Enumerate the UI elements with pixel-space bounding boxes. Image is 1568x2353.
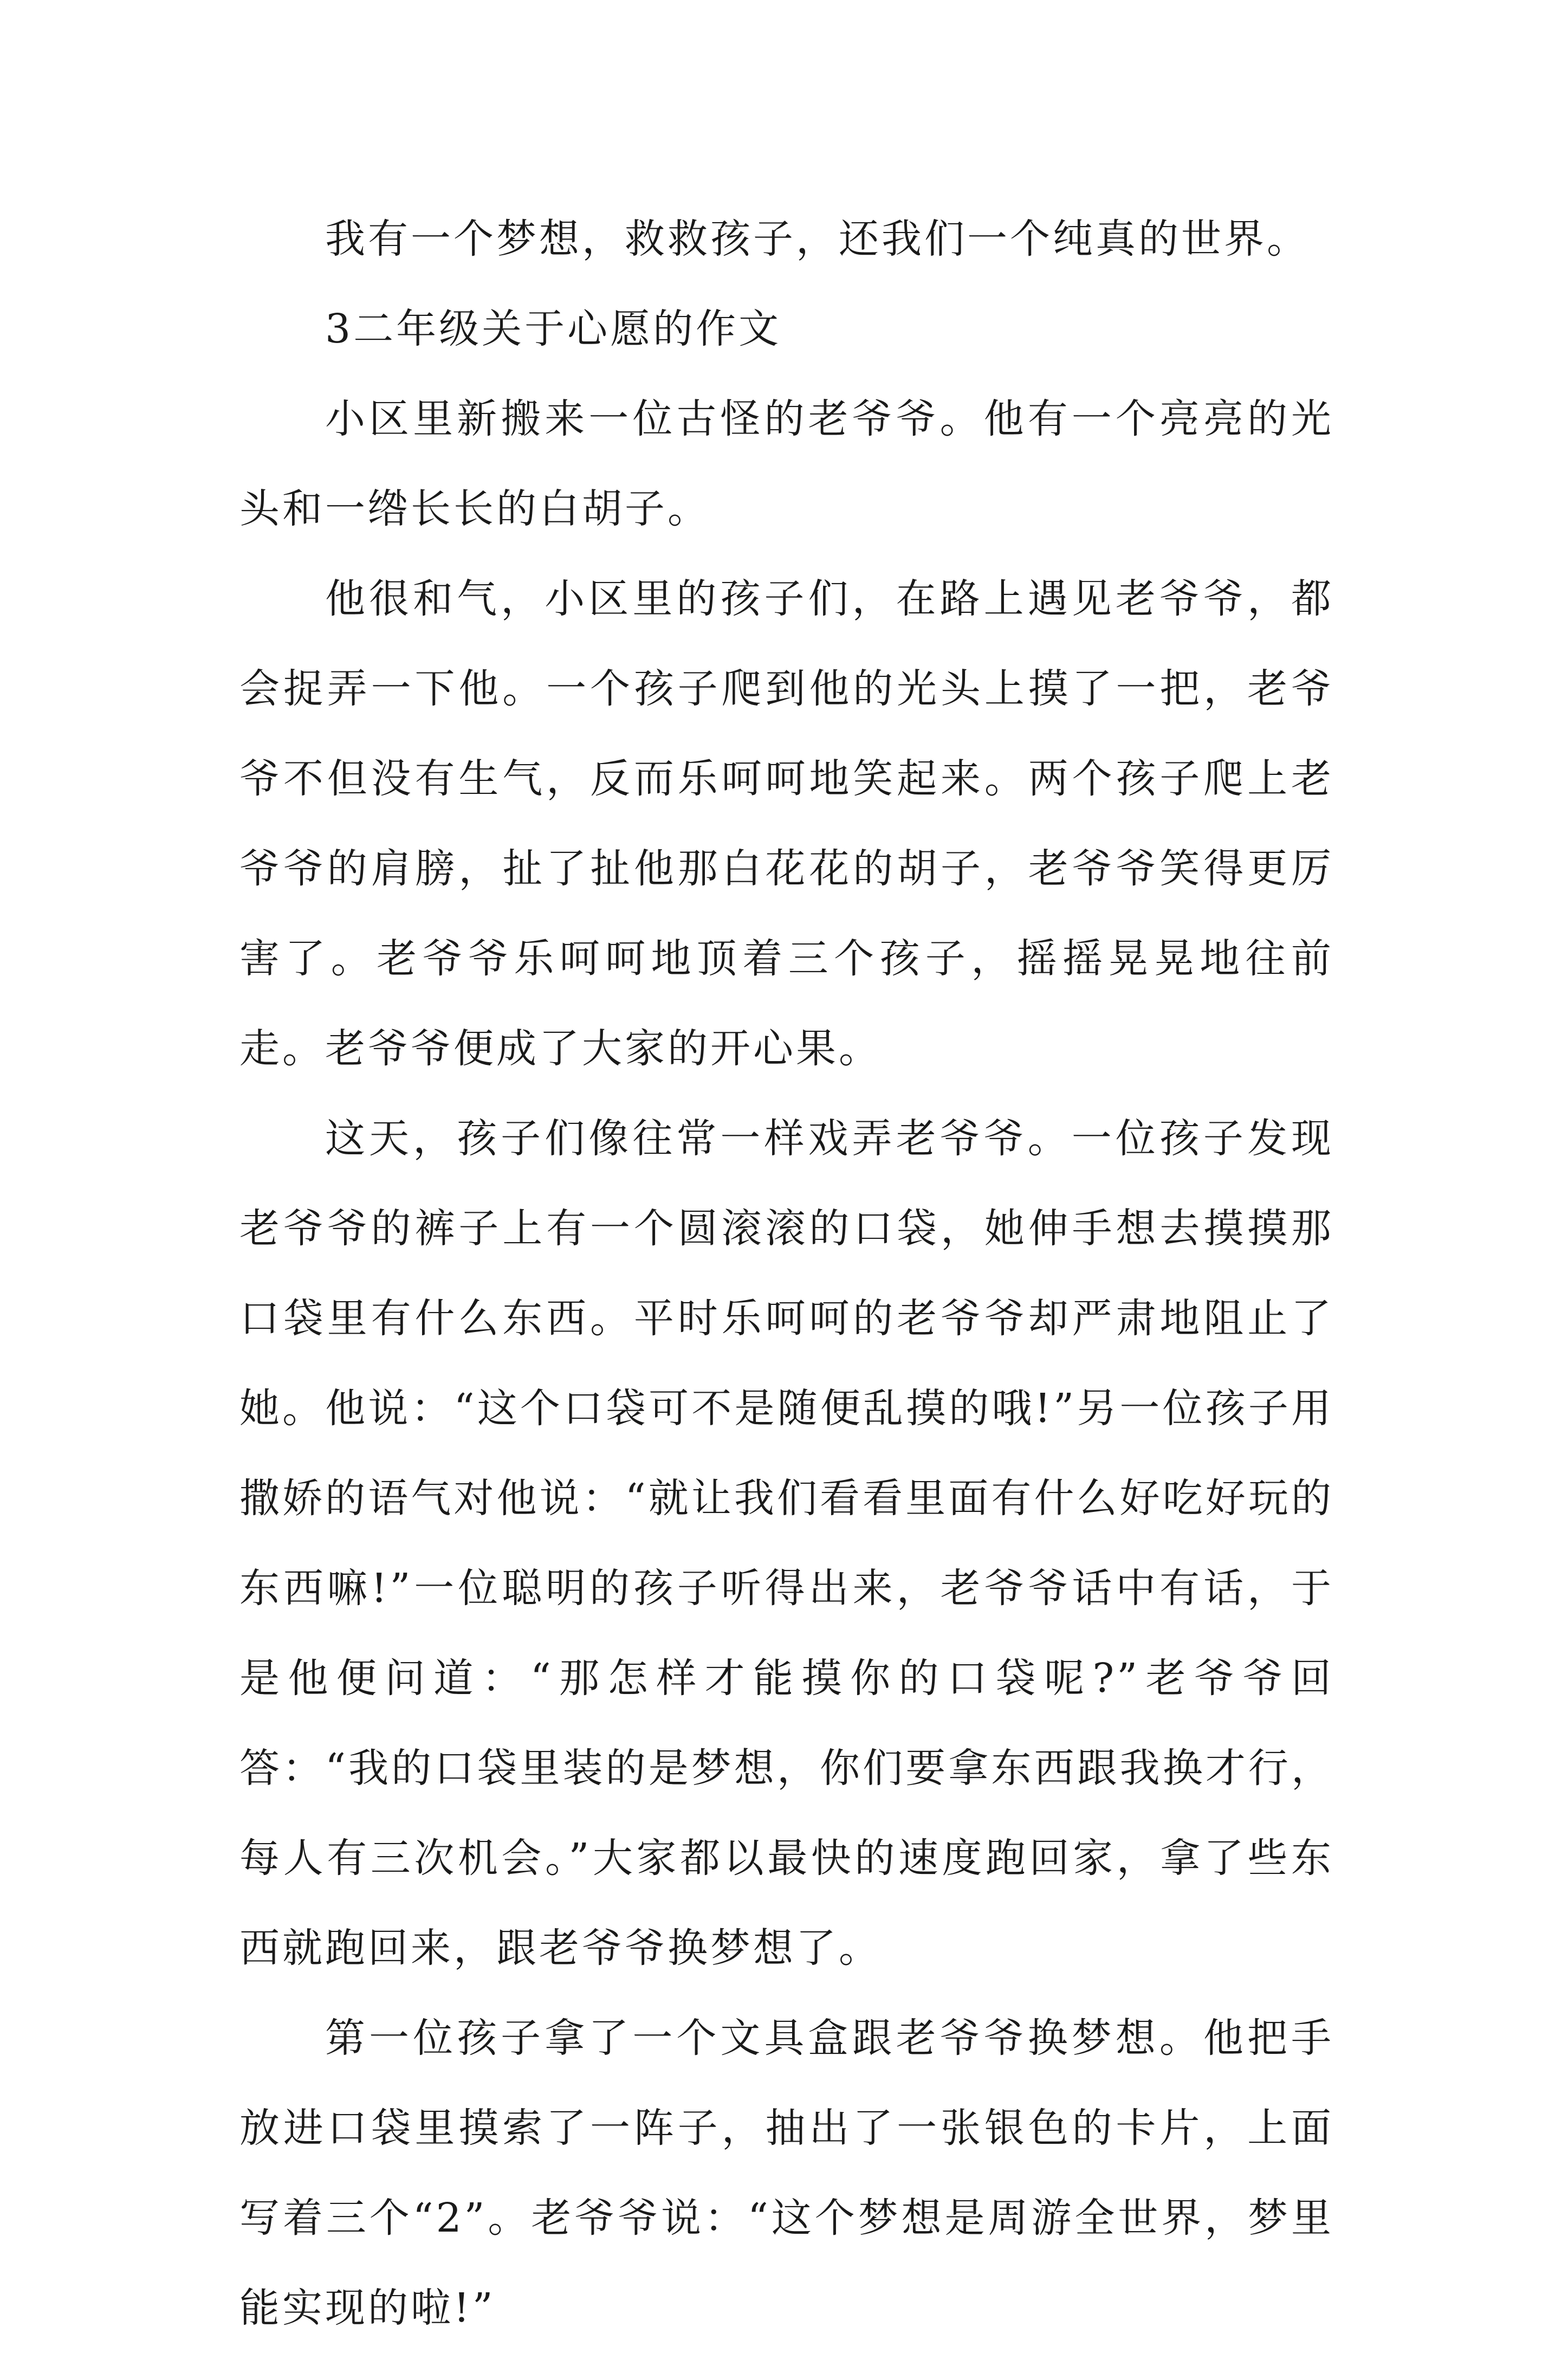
paragraph-first-child: 第一位孩子拿了一个文具盒跟老爷爷换梦想。他把手放进口袋里摸索了一阵子，抽出了一张银色的卡片，上面写着三个“2”。老爷爷说：“这个梦想是周游全世界，梦里能实现的啦!” [239, 2015, 1334, 2331]
paragraph-dream: 我有一个梦想，救救孩子，还我们一个纯真的世界。 [325, 216, 1310, 262]
paragraph-intro: 小区里新搬来一位古怪的老爷爷。他有一个亮亮的光头和一绺长长的白胡子。 [239, 396, 1334, 532]
paragraph-magic-pocket: 这天，孩子们像往常一样戏弄老爷爷。一位孩子发现老爷爷的裤子上有一个圆滚滚的口袋，她伸手想去摸摸那口袋里有什么东西。平时乐呵呵的老爷爷却严肃地阻止了她。他说：“这个口袋可不是随便乱摸的哦!”另一位孩子用撒娇的语气对他说：“就让我们看看里面有什么好吃好玩的东西嘛!”一位聪明的孩子听得出来，老爷爷话中有话，于是他便问道：“那怎样才能摸你的口袋呢?”老爷爷回答：“我的口袋里装的是梦想，你们要拿东西跟我换才行，每人有三次机会。”大家都以最快的速度跑回家，拿了些东西就跑回来，跟老爷爷换梦想了。 [239, 1115, 1334, 1971]
section-heading: 3二年级关于心愿的作文 [325, 306, 782, 352]
document-body [239, 194, 1334, 2353]
paragraph-kind-grandpa: 他很和气，小区里的孩子们，在路上遇见老爷爷，都会捉弄一下他。一个孩子爬到他的光头上摸了一把，老爷爷不但没有生气，反而乐呵呵地笑起来。两个孩子爬上老爷爷的肩膀，扯了扯他那白花花的胡子，老爷爷笑得更厉害了。老爷爷乐呵呵地顶着三个孩子，摇摇晃晃地往前走。老爷爷便成了大家的开心果。 [239, 576, 1334, 1072]
